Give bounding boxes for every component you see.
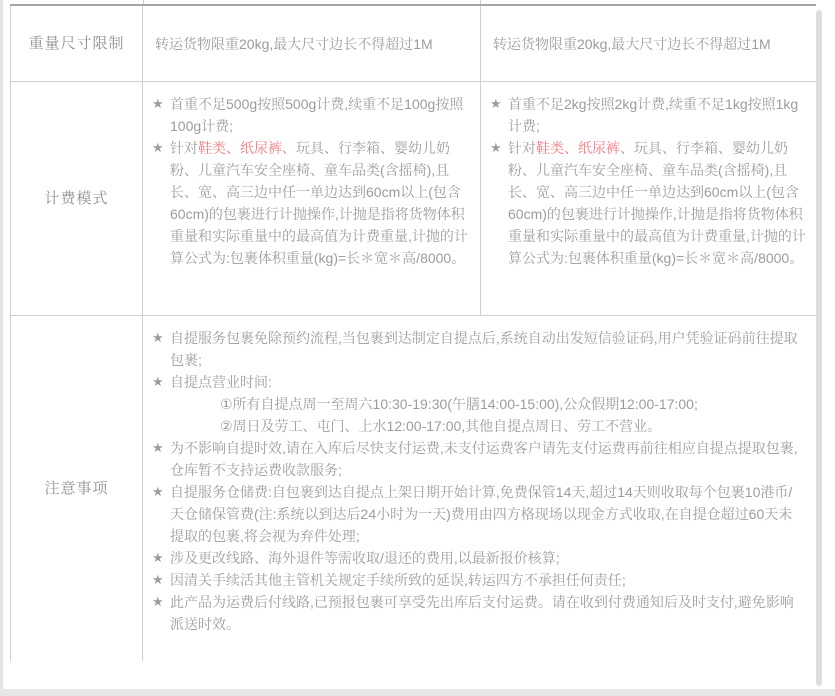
notes-subitem: ②周日及劳工、屯门、上水12:00-17:00,其他自提点周日、劳工不营业。 bbox=[220, 418, 662, 434]
star-icon: ★ bbox=[152, 374, 164, 389]
notes-item: ★ 涉及更改线路、海外退件等需收取/退还的费用,以最新报价核算; bbox=[152, 547, 802, 569]
notes-subitem: ①所有自提点周一至周六10:30-19:30(午膳14:00-15:00),公众假期12:00-17:00; bbox=[220, 396, 698, 412]
star-icon: ★ bbox=[152, 572, 164, 587]
billing-col2 bbox=[480, 82, 816, 315]
star-icon: ★ bbox=[152, 484, 164, 499]
star-icon: ★ bbox=[152, 440, 164, 455]
notes-content bbox=[143, 316, 816, 661]
star-icon: ★ bbox=[152, 96, 164, 111]
star-icon: ★ bbox=[490, 96, 502, 111]
row-header-weight-size-limit: 重量尺寸限制 bbox=[10, 6, 143, 81]
page-edge-strip bbox=[0, 0, 3, 696]
highlighted-categories: 鞋类、纸尿裤 bbox=[536, 140, 620, 156]
billing-col1-item1 bbox=[152, 93, 470, 137]
star-icon: ★ bbox=[152, 140, 164, 155]
notes-item: ★ 自提点营业时间: ①所有自提点周一至周六10:30-19:30(午膳14:00-15:00),公众假期12:00-17:00; ②周日及劳工、屯门、上水12:00-17:00,其他自提点周日、劳工不营业。 bbox=[152, 371, 802, 437]
billing-col1-item1-text: 首重不足500g按照500g计费,续重不足100g按照100g计费; bbox=[170, 96, 464, 134]
star-icon: ★ bbox=[490, 140, 502, 155]
notes-item: ★ 自提服务包裹免除预约流程,当包裹到达制定自提点后,系统自动出发短信验证码,用户凭验证码前往提取包裹; bbox=[152, 327, 802, 371]
horizontal-scrollbar[interactable] bbox=[0, 689, 835, 696]
billing-col1-item2-text: 针对鞋类、纸尿裤、玩具、行李箱、婴幼儿奶粉、儿童汽车安全座椅、童车品类(含摇椅),且长、宽、高三边中任一单边达到60cm以上(包含60cm)的包裹进行计抛操作,计抛是指将货物体积重量和实际重量中的最高值为计费重量,计抛的计算公式为:包裹体积重量(kg)=长＊宽＊高/8000。 bbox=[170, 140, 468, 266]
notes-item: ★ 为不影响自提时效,请在入库后尽快支付运费,未支付运费客户请先支付运费再前往相应自提点提取包裹,仓库暂不支持运费收款服务; bbox=[152, 437, 802, 481]
star-icon: ★ bbox=[152, 550, 164, 565]
weight-limit-col1: 转运货物限重20kg,最大尺寸边长不得超过1M bbox=[155, 35, 433, 52]
billing-col1-item2 bbox=[152, 137, 470, 269]
billing-col1 bbox=[143, 82, 480, 315]
row-header-billing-mode: 计费模式 bbox=[10, 82, 143, 315]
highlighted-categories: 鞋类、纸尿裤 bbox=[198, 140, 282, 156]
billing-col2-item2-text: 针对鞋类、纸尿裤、玩具、行李箱、婴幼儿奶粉、儿童汽车安全座椅、童车品类(含摇椅),且长、宽、高三边中任一单边达到60cm以上(包含60cm)的包裹进行计抛操作,计抛是指将货物体积重量和实际重量中的最高值为计费重量,计抛的计算公式为:包裹体积重量(kg)=长＊宽＊高/8000。 bbox=[508, 140, 806, 266]
row-header-notes: 注意事项 bbox=[10, 316, 143, 661]
weight-limit-col2: 转运货物限重20kg,最大尺寸边长不得超过1M bbox=[480, 6, 816, 81]
billing-col2-item1 bbox=[490, 93, 806, 137]
star-icon: ★ bbox=[152, 330, 164, 345]
notes-item: ★ 此产品为运费后付线路,已预报包裹可享受先出库后支付运费。请在收到付费通知后及时支付,避免影响派送时效。 bbox=[152, 591, 802, 635]
top-spacer-cell bbox=[10, 0, 143, 4]
notes-item: ★ 自提服务仓储费:自包裹到达自提点上架日期开始计算,免费保管14天,超过14天则收取每个包裹10港币/天仓储保管费(注:系统以到达后24小时为一天)费用由四方格现场以现金方式收取,在自提仓超过60天未提取的包裹,将会视为弃件处理; bbox=[152, 481, 802, 547]
vertical-scrollbar[interactable] bbox=[816, 10, 822, 686]
row-weight-size-limit bbox=[10, 6, 816, 82]
billing-col2-item1-text: 首重不足2kg按照2kg计费,续重不足1kg按照1kg计费; bbox=[508, 96, 799, 134]
notes-item: ★ 因清关手续活其他主管机关规定手续所致的延误,转运四方不承担任何责任; bbox=[152, 569, 802, 591]
top-spacer-cell bbox=[143, 0, 480, 4]
top-spacer-cell bbox=[480, 0, 816, 4]
shipping-info-table bbox=[10, 0, 816, 661]
star-icon: ★ bbox=[152, 594, 164, 609]
row-billing-mode bbox=[10, 82, 816, 316]
billing-col2-item2 bbox=[490, 137, 806, 269]
row-notes bbox=[10, 316, 816, 661]
